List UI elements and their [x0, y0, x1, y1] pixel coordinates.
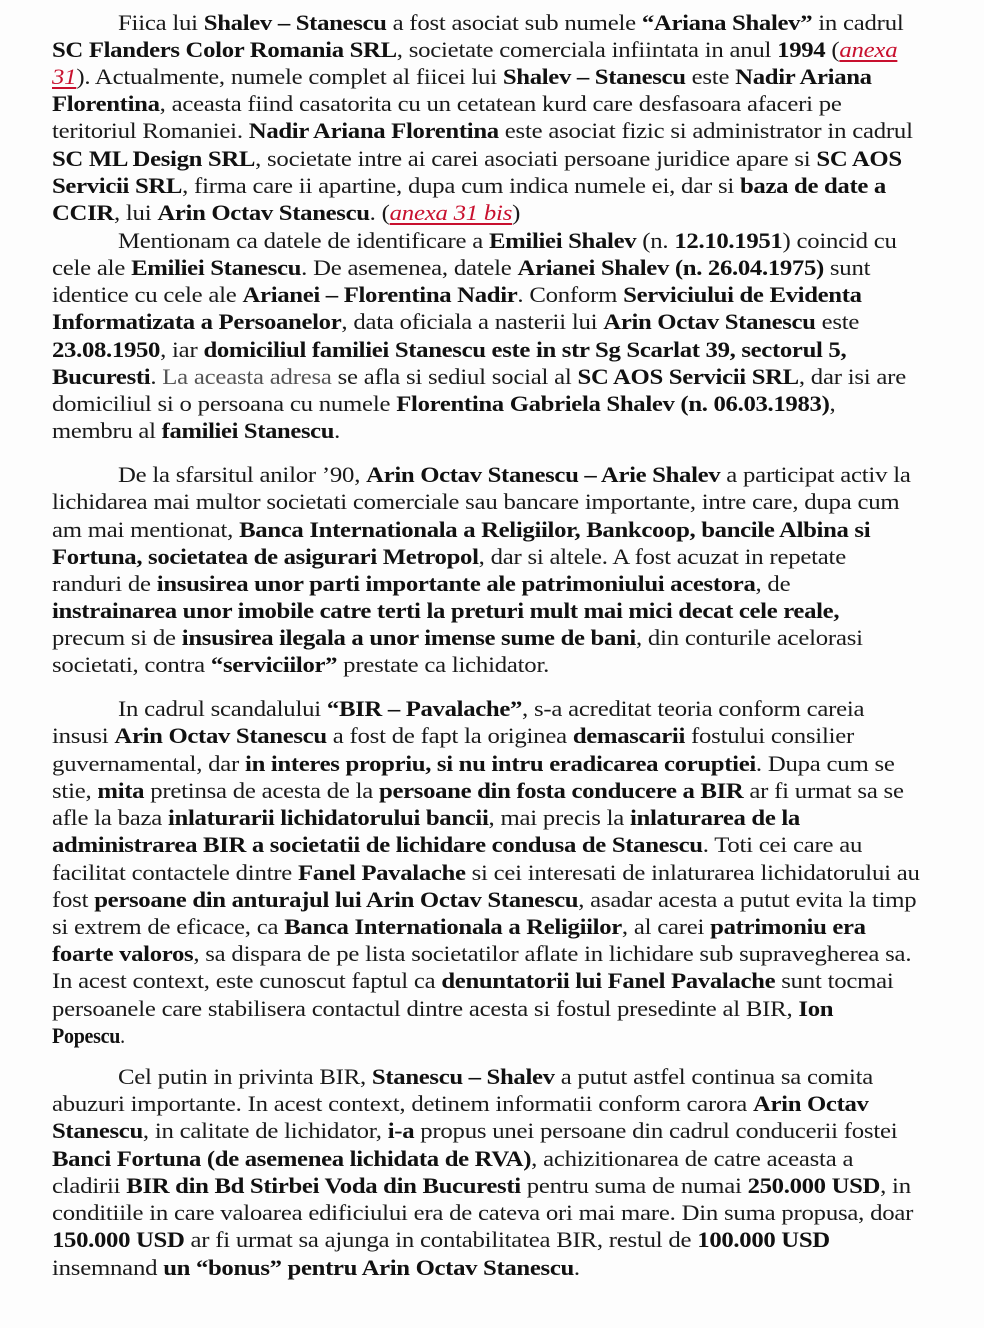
text-run: . Toti cei care au — [702, 832, 863, 857]
text-run: . — [120, 1023, 125, 1048]
text-line — [52, 1146, 853, 1172]
text-run: sunt — [823, 255, 871, 280]
text-line — [118, 1064, 873, 1090]
bold-text-run: Banci Fortuna (de asemenea lichidata de RVA) — [52, 1146, 532, 1171]
text-run: (n. — [636, 228, 675, 253]
bold-text-run: SC ML Design SRL — [52, 146, 256, 171]
text-line — [52, 860, 920, 886]
text-line — [52, 309, 859, 335]
bold-text-run: 150.000 USD — [52, 1227, 185, 1252]
text-line — [118, 10, 904, 36]
text-line — [52, 625, 863, 651]
bold-text-run: persoane din fosta conducere a BIR — [379, 778, 744, 803]
text-line — [52, 1255, 580, 1281]
annex-link[interactable]: anexa 31 bis — [389, 200, 513, 225]
text-line — [52, 598, 839, 624]
bold-text-run: 23.08.1950 — [52, 337, 161, 362]
text-run: , dar isi are — [798, 364, 906, 389]
text-line — [52, 282, 862, 308]
text-run: insemnand — [52, 1255, 164, 1280]
text-line — [52, 968, 894, 994]
bold-text-run: domiciliul familiei Stanescu este in str Sg Scarlat 39, sectorul 5, — [203, 337, 847, 362]
bold-text-run: Serviciului de Evidenta — [623, 282, 862, 307]
text-line — [118, 462, 911, 488]
text-line — [52, 118, 913, 144]
text-line — [52, 996, 833, 1022]
text-run: , al carei — [621, 914, 711, 939]
text-run: propus unei persoane din cadrul conducerii fostei — [414, 1118, 898, 1143]
text-run: , firma care ii apartine, dupa cum indica numele ei, dar si — [182, 173, 740, 198]
text-run: ar fi urmat sa ajunga in contabilitatea BIR, restul de — [184, 1227, 698, 1252]
text-run: , societate intre ai carei asociati persoane juridice apare si — [255, 146, 817, 171]
text-run: Fiica lui — [118, 10, 204, 35]
text-run: , mai precis la — [488, 805, 631, 830]
text-run: , dar si altele. A fost acuzat in repetate — [478, 544, 846, 569]
bold-text-run: 250.000 USD — [747, 1173, 881, 1198]
text-line — [52, 200, 520, 226]
text-line — [52, 173, 886, 199]
text-line — [52, 805, 800, 831]
text-run: La aceasta adresa — [162, 364, 332, 389]
text-run: conditiile in care valoarea edificiului era de cateva ori mai mare. Din suma propusa, doar — [52, 1200, 914, 1225]
bold-text-run: inlaturarii lichidatorului bancii — [167, 805, 489, 830]
text-run: ) coincid cu — [782, 228, 897, 253]
text-run: stie, — [52, 778, 98, 803]
bold-text-run: Arianei Shalev (n. 26.04.1975) — [517, 255, 824, 280]
text-line — [52, 652, 549, 678]
bold-text-run: Arin Octav Stanescu — [603, 309, 816, 334]
bold-text-run: SC AOS Servicii SRL — [577, 364, 799, 389]
text-run: este — [685, 64, 736, 89]
text-line — [52, 418, 340, 444]
text-run: , societate comerciala infiintata in anul — [396, 37, 778, 62]
text-run: De la sfarsitul anilor ’90, — [118, 462, 367, 487]
text-line — [52, 778, 904, 804]
bold-text-run: baza de date a — [739, 173, 886, 198]
bold-text-run: Florentina Gabriela Shalev (n. 06.03.1983) — [396, 391, 830, 416]
bold-text-run: Emiliei Shalev — [488, 228, 637, 253]
text-run: . — [573, 1255, 580, 1280]
text-run: Mentionam ca datele de identificare a — [118, 228, 489, 253]
bold-text-run: Stanescu – Shalev — [371, 1064, 555, 1089]
bold-text-run: un “bonus” pentru Arin Octav Stanescu — [163, 1255, 574, 1280]
text-run: se afla si sediul social al — [331, 364, 578, 389]
text-run: si extrem de eficace, ca — [52, 914, 285, 939]
text-run: in cadrul — [812, 10, 904, 35]
text-run: sunt tocmai — [775, 968, 894, 993]
text-line — [52, 751, 895, 777]
bold-text-run: in interes propriu, si nu intru eradicarea coruptiei — [245, 751, 756, 776]
text-run: . De asemenea, datele — [301, 255, 518, 280]
text-run: este — [815, 309, 860, 334]
bold-text-run: 1994 — [777, 37, 826, 62]
text-line — [52, 91, 842, 117]
text-run: a participat activ la — [720, 462, 911, 487]
text-run: , — [829, 391, 836, 416]
text-line — [52, 37, 897, 63]
text-run: pentru suma de numai — [520, 1173, 748, 1198]
text-run: ar fi urmat sa se — [743, 778, 904, 803]
text-run: , aceasta fiind casatorita cu un cetatean kurd care desfasoara afaceri pe — [159, 91, 842, 116]
text-line — [52, 64, 872, 90]
bold-text-run: Bucuresti — [52, 364, 151, 389]
bold-text-run: Florentina — [52, 91, 160, 116]
text-run: abuzuri importante. In acest context, detinem informatii conform carora — [52, 1091, 753, 1116]
bold-text-run: Shalev – Stanescu — [203, 10, 387, 35]
bold-text-run: inlaturarea de la — [630, 805, 800, 830]
text-line — [52, 887, 916, 913]
text-run: , achizitionarea de catre aceasta a — [531, 1146, 854, 1171]
bold-text-run: “Ariana Shalev” — [641, 10, 813, 35]
bold-text-run: Shalev – Stanescu — [502, 64, 686, 89]
text-line — [52, 571, 790, 597]
bold-text-run: Arin Octav Stanescu – Arie Shalev — [366, 462, 721, 487]
text-line — [52, 723, 854, 749]
text-line — [52, 337, 846, 363]
text-line — [52, 391, 835, 417]
text-run: precum si de — [52, 625, 182, 650]
bold-text-run: persoane din anturajul lui Arin Octav Stanescu — [94, 887, 579, 912]
bold-text-run: denuntatorii lui Fanel Pavalache — [441, 968, 776, 993]
bold-text-run: patrimoniu era — [710, 914, 866, 939]
text-line — [118, 696, 864, 722]
text-line — [52, 941, 911, 967]
text-run: ). Actualmente, numele complet al fiicei lui — [76, 64, 503, 89]
text-run: In acest context, este cunoscut faptul ca — [52, 968, 442, 993]
text-run: . Conform — [517, 282, 624, 307]
text-line — [52, 1118, 897, 1144]
text-line — [52, 544, 846, 570]
bold-text-run: Popescu — [52, 1023, 121, 1048]
text-run: , data oficiala a nasterii lui — [341, 309, 604, 334]
bold-text-run: insusirea unor parti importante ale patrimoniului acestora — [156, 571, 756, 596]
text-run: identice cu cele ale — [52, 282, 243, 307]
bold-text-run: demascarii — [572, 723, 686, 748]
annex-link[interactable]: anexa — [839, 37, 898, 62]
annex-link[interactable]: 31 — [52, 64, 77, 89]
text-run: , de — [755, 571, 791, 596]
text-run: fost — [52, 887, 95, 912]
bold-text-run: “serviciilor” — [210, 652, 338, 677]
text-run: pretinsa de acesta de la — [144, 778, 380, 803]
text-run: Cel putin in privinta BIR, — [118, 1064, 372, 1089]
text-line — [52, 1091, 869, 1117]
bold-text-run: SC AOS — [816, 146, 902, 171]
text-run: lichidarea mai multor societati comerciale sau bancare importante, intre care, dupa cum — [52, 489, 900, 514]
text-line — [52, 1173, 911, 1199]
text-line — [52, 914, 866, 940]
text-run: , asadar acesta a putut evita la timp — [578, 887, 917, 912]
text-run: am mai mentionat, — [52, 517, 240, 542]
bold-text-run: BIR din Bd Stirbei Voda din Bucuresti — [126, 1173, 521, 1198]
text-run: . Dupa cum se — [755, 751, 895, 776]
text-run: membru al — [52, 418, 162, 443]
bold-text-run: Arin Octav — [752, 1091, 869, 1116]
text-run: , din conturile acelorasi — [635, 625, 863, 650]
text-run: prestate ca lichidator. — [337, 652, 550, 677]
text-run: fostului consilier — [685, 723, 855, 748]
text-run: randuri de — [52, 571, 157, 596]
bold-text-run: Stanescu — [52, 1118, 143, 1143]
text-line — [52, 364, 906, 390]
text-run: persoanele care stabilisera contactul dintre acesta si fostul presedinte al BIR, — [52, 996, 799, 1021]
text-run: insusi — [52, 723, 115, 748]
text-run: teritoriul Romaniei. — [52, 118, 249, 143]
text-line — [52, 1227, 830, 1253]
bold-text-run: administrarea BIR a societatii de lichidare condusa de Stanescu — [52, 832, 703, 857]
text-run: societati, contra — [52, 652, 211, 677]
text-run: a fost de fapt la originea — [326, 723, 573, 748]
text-run: afle la baza — [52, 805, 168, 830]
text-run: domiciliul si o persoana cu numele — [52, 391, 397, 416]
text-run: , iar — [160, 337, 204, 362]
bold-text-run: 100.000 USD — [697, 1227, 830, 1252]
text-run: cele ale — [52, 255, 132, 280]
text-line — [52, 489, 899, 515]
text-run: . ( — [369, 200, 390, 225]
bold-text-run: insusirea ilegala a unor imense sume de bani — [181, 625, 636, 650]
text-run: guvernamental, dar — [52, 751, 246, 776]
bold-text-run: Nadir Ariana — [735, 64, 872, 89]
text-run: , in — [880, 1173, 911, 1198]
bold-text-run: Fanel Pavalache — [298, 860, 466, 885]
bold-text-run: Informatizata a Persoanelor — [52, 309, 342, 334]
bold-text-run: Banca Internationala a Religiilor — [284, 914, 622, 939]
text-line — [52, 517, 870, 543]
text-run: si cei interesati de inlaturarea lichidatorului au — [465, 860, 920, 885]
bold-text-run: Arin Octav Stanescu — [157, 200, 370, 225]
bold-text-run: “BIR – Pavalache” — [326, 696, 523, 721]
text-line — [118, 228, 897, 254]
text-run: cladirii — [52, 1173, 127, 1198]
bold-text-run: Servicii SRL — [52, 173, 183, 198]
bold-text-run: foarte valoros — [52, 941, 194, 966]
bold-text-run: Ion — [798, 996, 834, 1021]
text-line — [52, 146, 902, 172]
text-line — [52, 1200, 913, 1226]
text-line — [52, 832, 862, 858]
bold-text-run: Nadir Ariana Florentina — [248, 118, 499, 143]
text-run: este asociat fizic si administrator in cadrul — [498, 118, 913, 143]
bold-text-run: SC Flanders Color Romania SRL — [52, 37, 397, 62]
text-run: a putut astfel continua sa comita — [554, 1064, 874, 1089]
text-run: In cadrul scandalului — [118, 696, 327, 721]
text-line — [52, 255, 870, 281]
text-run: , s-a acreditat teoria conform careia — [522, 696, 865, 721]
bold-text-run: i-a — [387, 1118, 415, 1143]
text-run: . — [150, 364, 163, 389]
text-line — [52, 1023, 125, 1049]
text-run: . — [334, 418, 341, 443]
bold-text-run: mita — [97, 778, 145, 803]
text-run: ) — [512, 200, 521, 225]
bold-text-run: familiei Stanescu — [161, 418, 335, 443]
text-run: , lui — [113, 200, 158, 225]
bold-text-run: CCIR — [52, 200, 114, 225]
text-run: a fost asociat sub numele — [386, 10, 642, 35]
bold-text-run: Arin Octav Stanescu — [114, 723, 327, 748]
text-run: ( — [825, 37, 840, 62]
bold-text-run: Arianei – Florentina Nadir — [242, 282, 518, 307]
text-run: facilitat contactele dintre — [52, 860, 299, 885]
bold-text-run: Fortuna, societatea de asigurari Metropol — [52, 544, 479, 569]
text-run: , in calitate de lichidator, — [142, 1118, 388, 1143]
bold-text-run: Emiliei Stanescu — [131, 255, 302, 280]
bold-text-run: Banca Internationala a Religiilor, Bankcoop, bancile Albina si — [239, 517, 871, 542]
bold-text-run: 12.10.1951 — [674, 228, 783, 253]
bold-text-run: instrainarea unor imobile catre terti la preturi mult mai mici decat cele reale, — [52, 598, 840, 623]
text-run: , sa dispara de pe lista societatilor aflate in lichidare sub supravegherea sa. — [193, 941, 912, 966]
